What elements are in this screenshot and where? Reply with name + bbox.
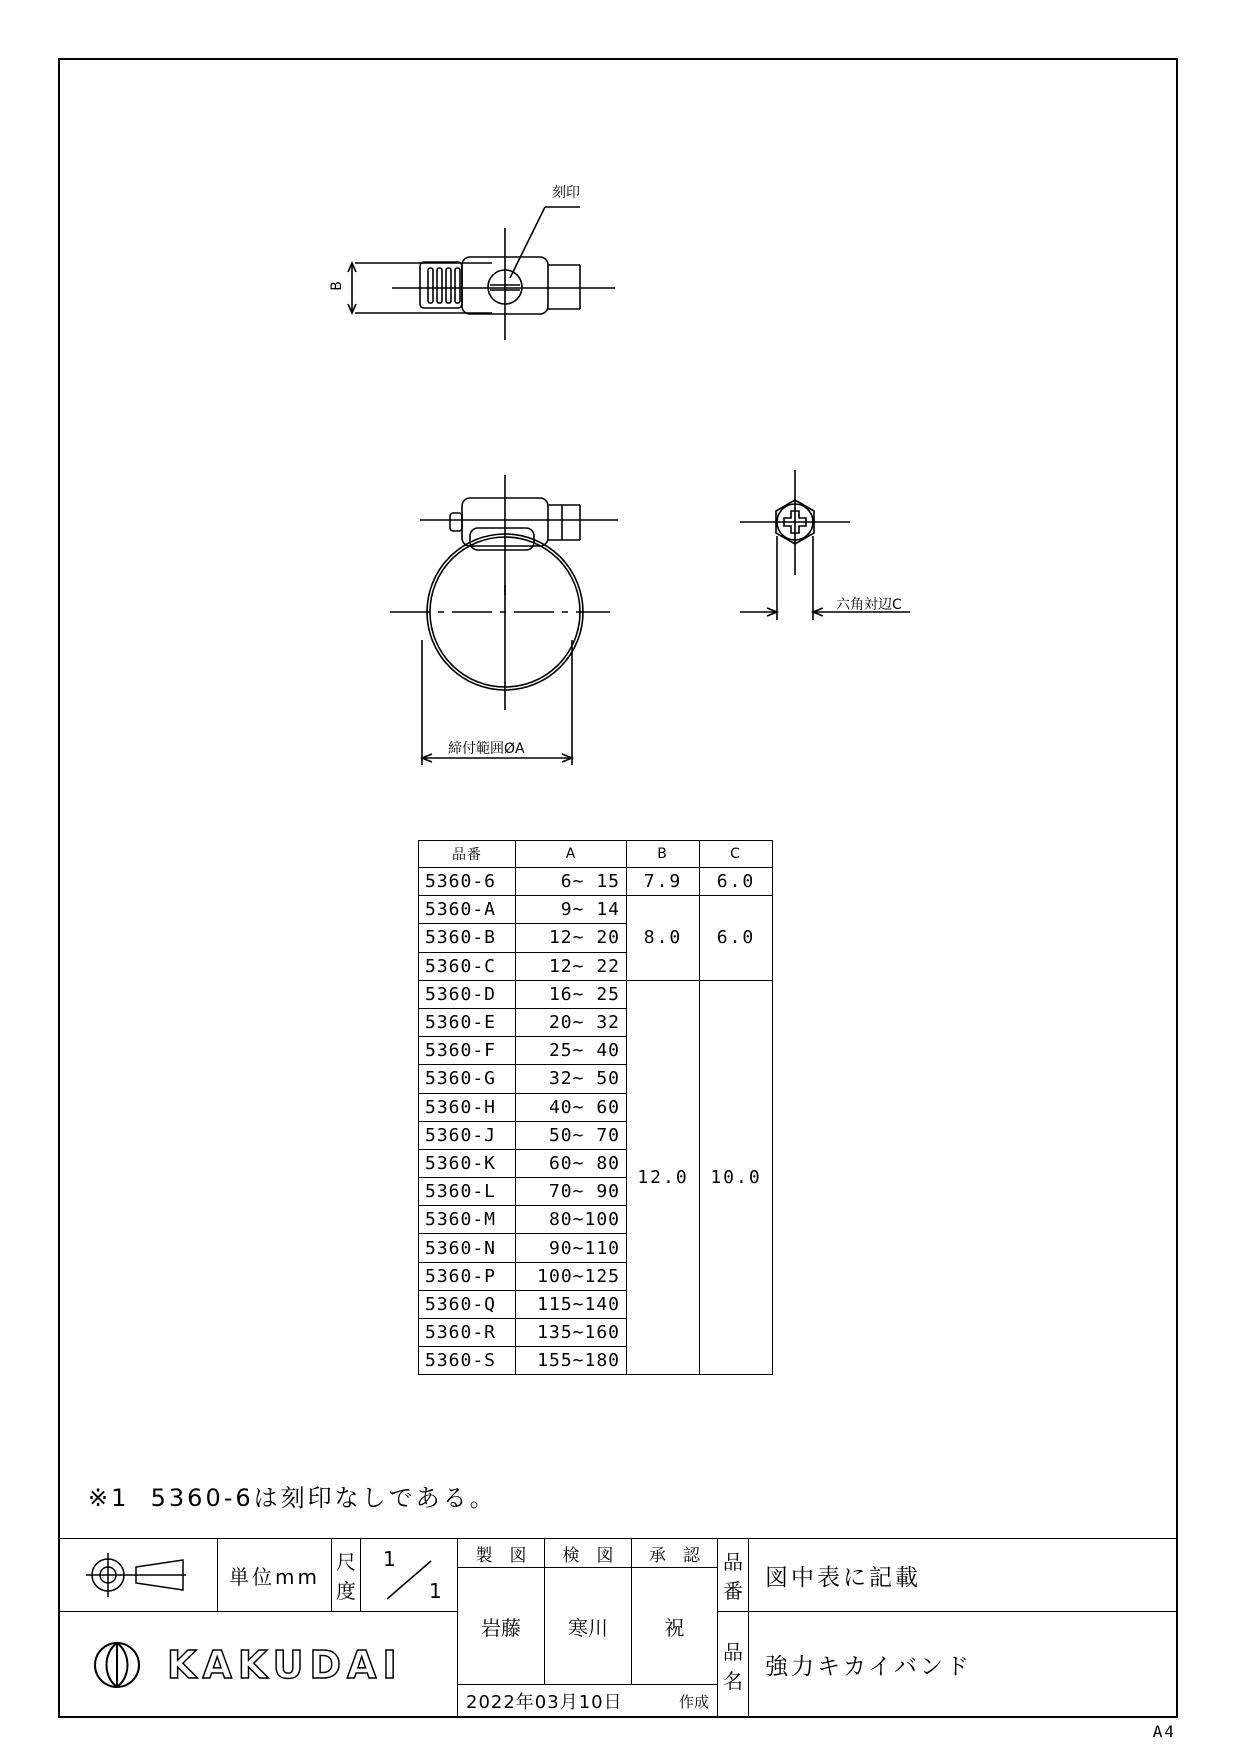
part-code: 5360-D: [419, 980, 516, 1008]
table-header-row: [419, 841, 773, 868]
part-code: 5360-K: [419, 1149, 516, 1177]
header-b: B: [627, 841, 700, 868]
part-name-value: 強力キカイバンド: [765, 1654, 972, 1680]
header-part-no: 品番: [419, 841, 516, 868]
part-no-label-cell: 品 番: [717, 1538, 749, 1612]
scale-value-cell: [360, 1538, 458, 1612]
part-code: 5360-E: [419, 1008, 516, 1036]
range-a: 100~125: [516, 1262, 627, 1290]
checked-by: 寒川: [568, 1615, 608, 1640]
hex-across-flats-label: 六角対辺C: [836, 597, 902, 613]
drawn-by-cell: [457, 1567, 545, 1685]
top-view: [348, 207, 615, 340]
unit-text: 単位mm: [229, 1564, 320, 1589]
scale-denominator: 1: [429, 1579, 442, 1603]
marking-label: 刻印: [552, 185, 580, 201]
scale-label-2: 度: [336, 1579, 356, 1603]
range-a: 12~ 22: [516, 952, 627, 980]
range-a: 80~100: [516, 1206, 627, 1234]
part-code: 5360-B: [419, 924, 516, 952]
range-a: 9~ 14: [516, 896, 627, 924]
range-a: 12~ 20: [516, 924, 627, 952]
date-cell: [457, 1684, 718, 1718]
range-a: 60~ 80: [516, 1149, 627, 1177]
checked-by-cell: [544, 1567, 632, 1685]
range-a: 50~ 70: [516, 1121, 627, 1149]
kakudai-logo-icon: [87, 1635, 147, 1695]
table-row: [419, 868, 773, 896]
date-text: 2022年03月10日: [466, 1692, 623, 1713]
front-view: [390, 475, 618, 765]
value-b: 12.0: [627, 980, 700, 1375]
value-b: 8.0: [627, 896, 700, 981]
part-code: 5360-H: [419, 1093, 516, 1121]
part-code: 5360-R: [419, 1319, 516, 1347]
part-code: 5360-J: [419, 1121, 516, 1149]
drawn-header: 製 図: [457, 1538, 545, 1568]
part-name-label-cell: 品 名: [717, 1611, 749, 1718]
approved-by: 祝: [664, 1615, 685, 1640]
value-b: 7.9: [627, 868, 700, 896]
table-row: [419, 896, 773, 924]
range-a: 25~ 40: [516, 1037, 627, 1065]
scale-label-1: 尺: [336, 1550, 356, 1574]
range-a: 40~ 60: [516, 1093, 627, 1121]
scale-label-cell: [331, 1538, 361, 1612]
part-code: 5360-L: [419, 1178, 516, 1206]
part-code: 5360-Q: [419, 1290, 516, 1318]
header-c: C: [700, 841, 773, 868]
range-a: 135~160: [516, 1319, 627, 1347]
table-row: [419, 980, 773, 1008]
range-a: 6~ 15: [516, 868, 627, 896]
range-a: 115~140: [516, 1290, 627, 1318]
range-a: 70~ 90: [516, 1178, 627, 1206]
part-code: 5360-G: [419, 1065, 516, 1093]
clamp-range-label: 締付範囲ØA: [448, 741, 525, 757]
part-code: 5360-S: [419, 1347, 516, 1375]
title-block: [58, 1538, 1178, 1718]
approved-header: 承 認: [631, 1538, 718, 1568]
part-code: 5360-M: [419, 1206, 516, 1234]
brand-name: KAKUDAI: [167, 1642, 403, 1687]
value-c: 10.0: [700, 980, 773, 1375]
sheet-size: A4: [1152, 1722, 1176, 1741]
part-code: 5360-6: [419, 868, 516, 896]
part-code: 5360-P: [419, 1262, 516, 1290]
value-c: 6.0: [700, 896, 773, 981]
part-no-value-cell: [748, 1538, 1178, 1612]
part-code: 5360-F: [419, 1037, 516, 1065]
checked-header: 検 図: [544, 1538, 632, 1568]
unit-cell: [217, 1538, 332, 1612]
drawn-by: 岩藤: [481, 1615, 521, 1640]
range-a: 90~110: [516, 1234, 627, 1262]
part-no-value: 図中表に記載: [765, 1564, 921, 1591]
range-a: 32~ 50: [516, 1065, 627, 1093]
range-a: 16~ 25: [516, 980, 627, 1008]
footnote: ※1 5360-6は刻印なしである。: [88, 1484, 497, 1512]
dimension-b-label: B: [328, 281, 345, 291]
brand-cell: [58, 1611, 458, 1718]
part-code: 5360-N: [419, 1234, 516, 1262]
third-angle-projection-icon: [78, 1550, 198, 1600]
header-a: A: [516, 841, 627, 868]
range-a: 155~180: [516, 1347, 627, 1375]
range-a: 20~ 32: [516, 1008, 627, 1036]
spec-table: [418, 840, 773, 1375]
part-name-value-cell: [748, 1611, 1178, 1718]
value-c: 6.0: [700, 868, 773, 896]
projection-symbol-cell: [58, 1538, 218, 1612]
approved-by-cell: [631, 1567, 718, 1685]
part-code: 5360-A: [419, 896, 516, 924]
scale-numerator: 1: [383, 1547, 396, 1571]
part-code: 5360-C: [419, 952, 516, 980]
created-text: 作成: [678, 1692, 709, 1711]
